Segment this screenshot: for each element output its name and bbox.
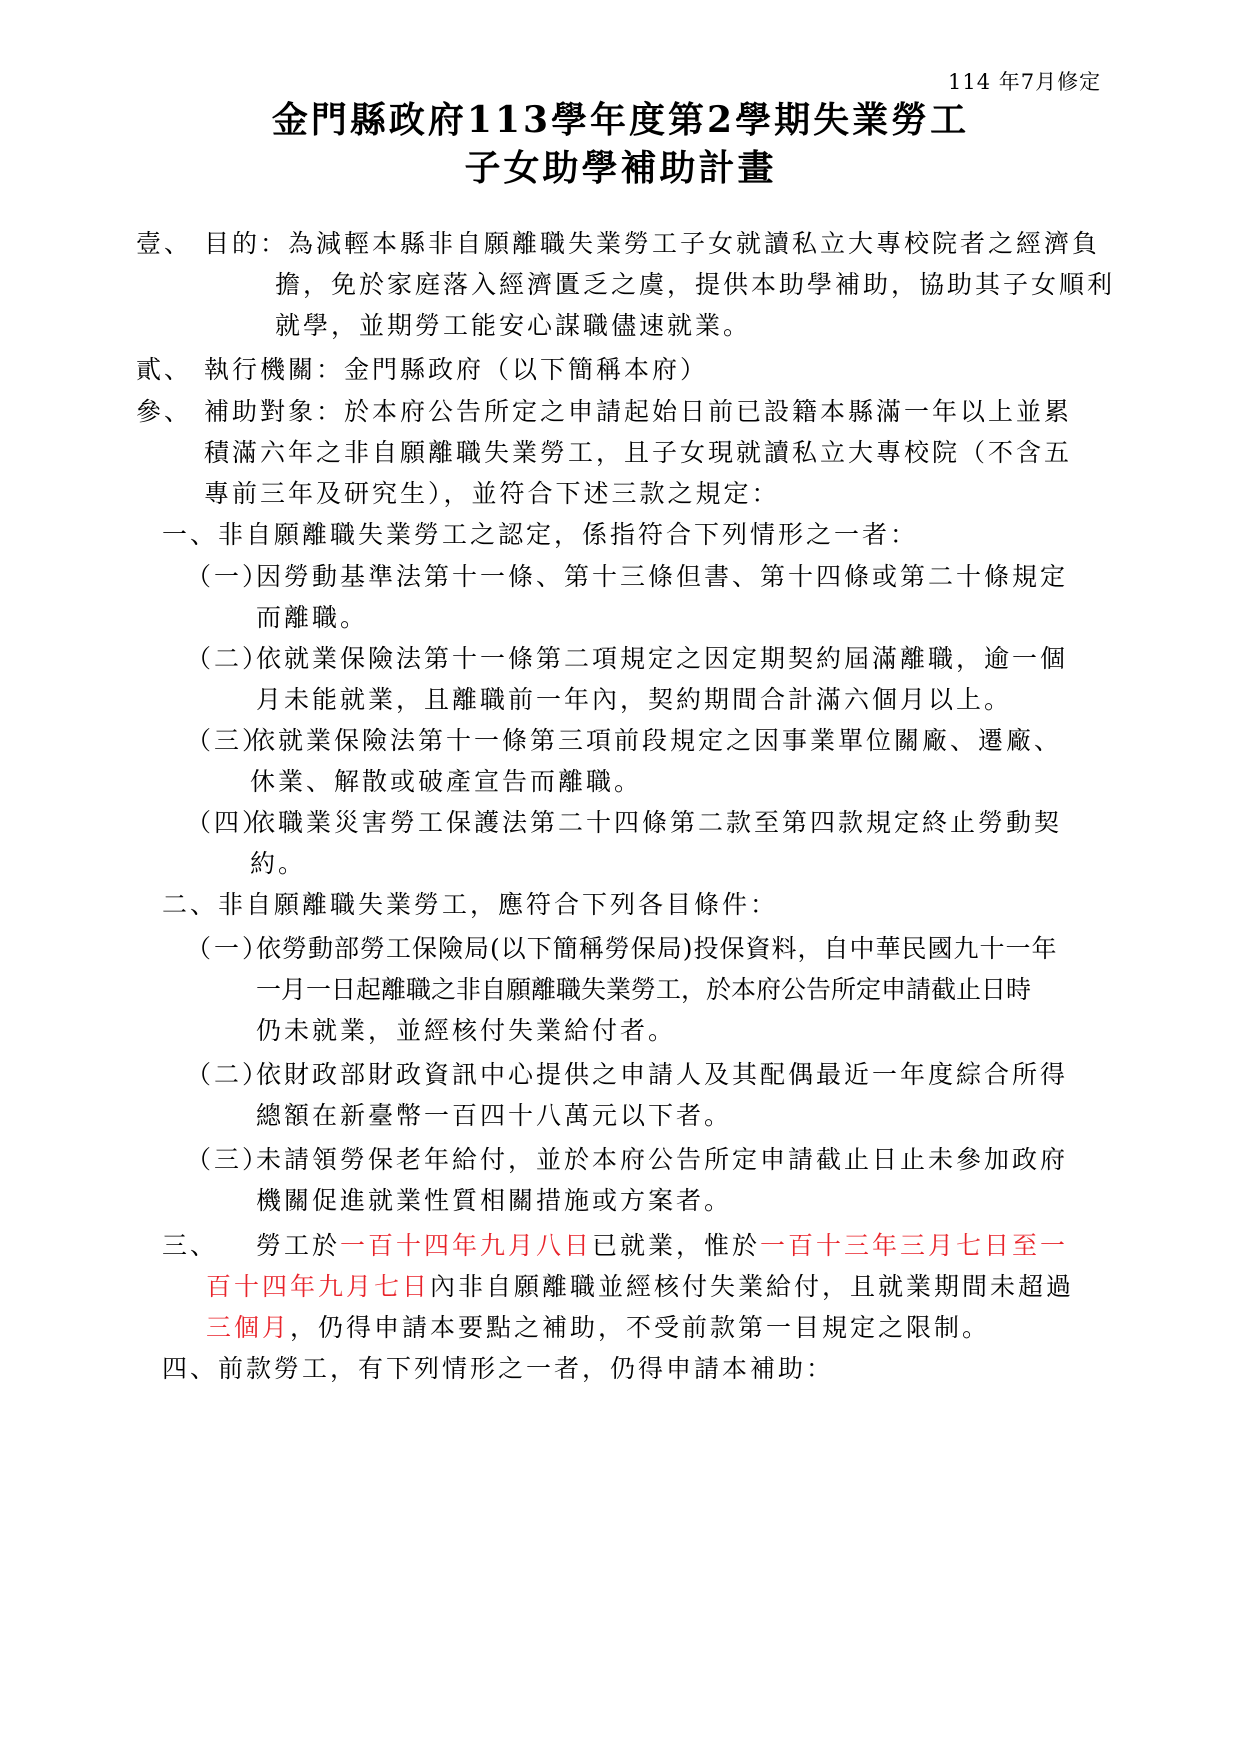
p3-highlight-date-1: 一百十四年九月八日	[340, 1231, 593, 1260]
document-title-line-1: 金門縣政府113學年度第2學期失業勞工	[271, 99, 970, 141]
paragraph-3-line-3	[206, 1311, 990, 1345]
p1-item-1-number: （一）	[186, 562, 271, 591]
p1-item-1-line-1: 因勞動基準法第十一條、第十三條但書、第十四條或第二十條規定	[256, 562, 1069, 591]
p1-item-3-number: （三）	[186, 726, 271, 755]
section-3-line-2: 積滿六年之非自願離職失業勞工，且子女現就讀私立大專校院（不含五	[204, 438, 1073, 467]
p1-item-2-line-1: 依就業保險法第十一條第二項規定之因定期契約屆滿離職，逾一個	[256, 644, 1069, 673]
p1-item-4-line-1: 依職業災害勞工保護法第二十四條第二款至第四款規定終止勞動契	[250, 808, 1063, 837]
p3-highlight-duration: 三個月	[206, 1313, 291, 1342]
section-1-line-1: 目的：為減輕本縣非自願離職失業勞工子女就讀私立大專校院者之經濟負	[204, 229, 1101, 258]
paragraph-2-heading: 二、非自願離職失業勞工，應符合下列各目條件：	[162, 890, 779, 919]
p2-item-2-line-1: 依財政部財政資訊中心提供之申請人及其配偶最近一年度綜合所得	[256, 1060, 1069, 1089]
section-2-number: 貳、	[136, 355, 193, 384]
revision-date: 114 年7月修定	[948, 70, 1102, 94]
p1-item-4-line-2: 約。	[250, 849, 307, 878]
section-3-number: 參、	[136, 397, 193, 426]
p1-item-4-number: （四）	[186, 808, 271, 837]
section-1-line-3: 就學，並期勞工能安心謀職儘速就業。	[275, 311, 752, 340]
p3-highlight-date-2: 一百十三年三月七日至一	[760, 1231, 1069, 1260]
p2-item-1-line-2: 一月一日起離職之非自願離職失業勞工，於本府公告所定申請截止日時	[256, 975, 1032, 1004]
document-title-line-2: 子女助學補助計畫	[464, 147, 777, 189]
paragraph-1-heading: 一、非自願離職失業勞工之認定，係指符合下列情形之一者：	[162, 520, 919, 549]
section-1-number: 壹、	[136, 229, 193, 258]
section-3-line-3: 專前三年及研究生），並符合下述三款之規定：	[204, 479, 780, 508]
p2-item-2-number: （二）	[186, 1060, 271, 1089]
p2-item-3-line-1: 未請領勞保老年給付，並於本府公告所定申請截止日止未參加政府	[256, 1145, 1069, 1174]
p3-text-d: ，仍得申請本要點之補助，不受前款第一目規定之限制。	[290, 1313, 991, 1342]
p2-item-3-number: （三）	[186, 1145, 271, 1174]
paragraph-4-heading: 四、前款勞工，有下列情形之一者，仍得申請本補助：	[162, 1354, 835, 1383]
paragraph-3-number: 三、	[162, 1231, 219, 1260]
p3-highlight-date-3: 百十四年九月七日	[206, 1272, 431, 1301]
paragraph-3-line-2	[206, 1270, 1074, 1304]
p1-item-3-line-2: 休業、解散或破產宣告而離職。	[250, 767, 643, 796]
p3-text-c: 內非自願離職並經核付失業給付，且就業期間未超過	[430, 1272, 1075, 1301]
p2-item-1-number: （一）	[186, 934, 271, 963]
section-3-line-1: 補助對象：於本府公告所定之申請起始日前已設籍本縣滿一年以上並累	[204, 397, 1073, 426]
p2-item-2-line-2: 總額在新臺幣一百四十八萬元以下者。	[256, 1101, 733, 1130]
section-2-line-1: 執行機關：金門縣政府（以下簡稱本府）	[204, 355, 709, 384]
p1-item-2-number: （二）	[186, 644, 271, 673]
p3-text-b: 已就業，惟於	[592, 1231, 761, 1260]
paragraph-3-line-1	[256, 1229, 1068, 1263]
p2-item-1-line-1: 依勞動部勞工保險局(以下簡稱勞保局)投保資料，自中華民國九十一年	[256, 934, 1058, 963]
p1-item-3-line-1: 依就業保險法第十一條第三項前段規定之因事業單位關廠、遷廠、	[250, 726, 1063, 755]
p2-item-1-line-3: 仍未就業，並經核付失業給付者。	[256, 1016, 677, 1045]
p2-item-3-line-2: 機關促進就業性質相關措施或方案者。	[256, 1186, 733, 1215]
p1-item-2-line-2: 月未能就業，且離職前一年內，契約期間合計滿六個月以上。	[256, 685, 1013, 714]
p1-item-1-line-2: 而離職。	[256, 603, 369, 632]
section-1-line-2: 擔，免於家庭落入經濟匱乏之虞，提供本助學補助，協助其子女順利	[275, 270, 1116, 299]
p3-text-a: 勞工於	[256, 1231, 341, 1260]
